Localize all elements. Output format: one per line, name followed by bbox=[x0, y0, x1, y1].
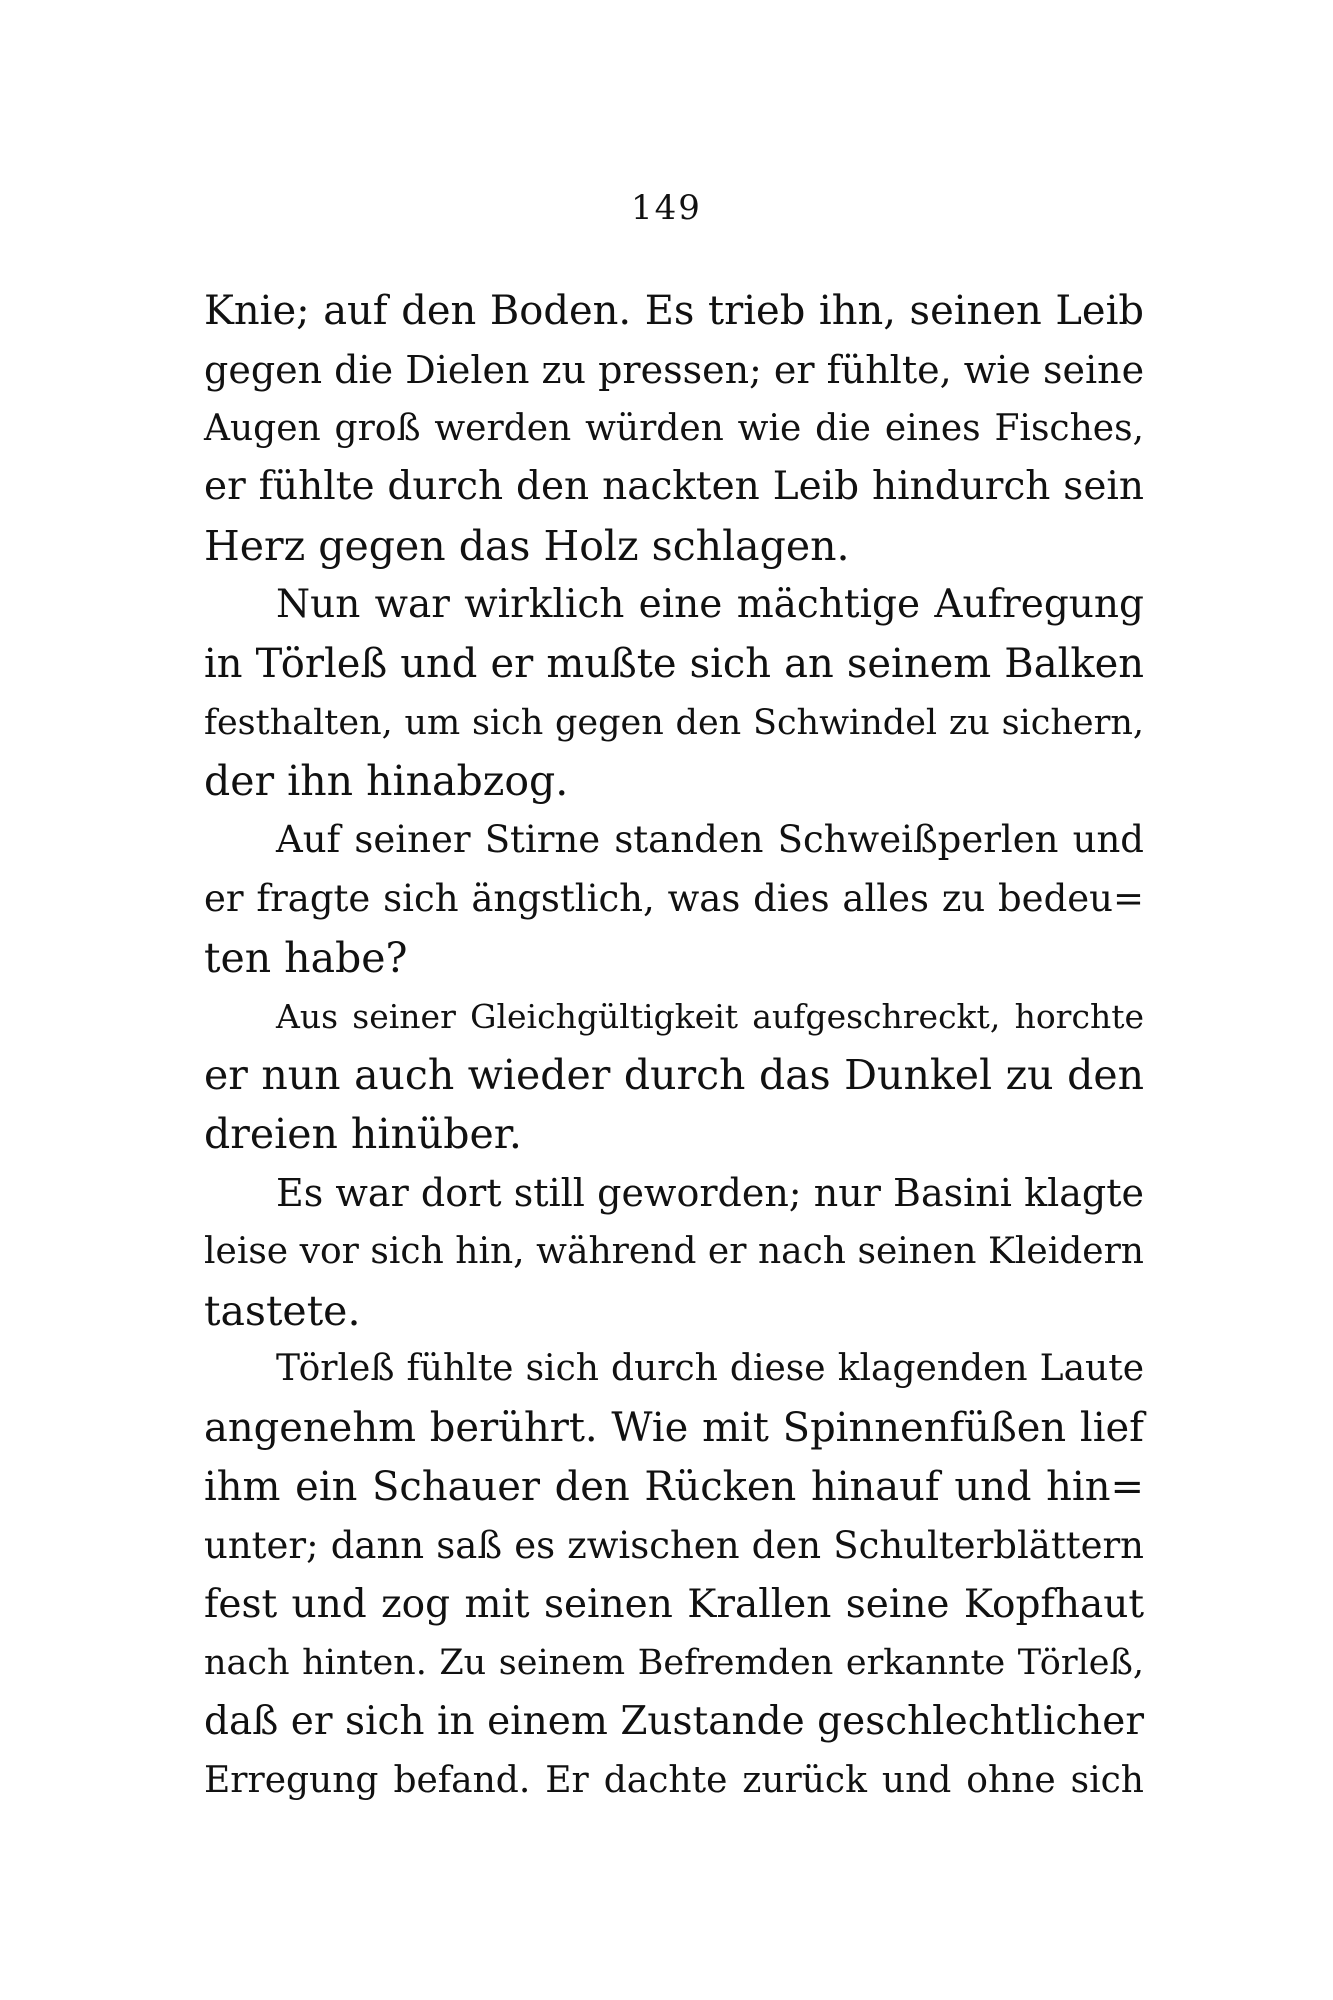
text-line: daß er sich in einem Zustande geschlechtlicher bbox=[204, 1699, 1144, 1745]
text-line: der ihn hinabzog. bbox=[204, 757, 569, 806]
page-number: 149 bbox=[631, 188, 702, 228]
text-line: Erregung befand. Er dachte zurück und ohne sich bbox=[204, 1759, 1144, 1801]
text-line: er fühlte durch den nackten Leib hindurch sein bbox=[204, 464, 1144, 510]
text-line: Knie; auf den Boden. Es trieb ihn, seinen Leib bbox=[204, 288, 1144, 334]
text-line: Auf seiner Stirne standen Schweißperlen und bbox=[276, 818, 1144, 862]
text-line: ten habe? bbox=[204, 933, 408, 982]
text-line: Törleß fühlte sich durch diese klagenden Laute bbox=[276, 1348, 1144, 1390]
text-line: leise vor sich hin, während er nach seinen Kleidern bbox=[204, 1230, 1144, 1272]
text-line: Herz gegen das Holz schlagen. bbox=[204, 522, 850, 571]
text-line: in Törleß und er mußte sich an seinem Balken bbox=[204, 640, 1144, 687]
text-line: gegen die Dielen zu pressen; er fühlte, wie seine bbox=[204, 347, 1145, 392]
text-line: dreien hinüber. bbox=[204, 1110, 522, 1159]
text-line: Es war dort still geworden; nur Basini klagte bbox=[276, 1170, 1144, 1215]
text-line: nach hinten. Zu seinem Befremden erkannte Törleß, bbox=[204, 1643, 1144, 1684]
text-line: ihm ein Schauer den Rücken hinauf und hin= bbox=[204, 1463, 1144, 1510]
text-line: fest und zog mit seinen Krallen seine Kopfhaut bbox=[204, 1581, 1144, 1627]
text-line: unter; dann saß es zwischen den Schulterblättern bbox=[204, 1523, 1144, 1567]
body-text bbox=[204, 282, 1144, 1811]
text-line: Nun war wirklich eine mächtige Aufregung bbox=[276, 581, 1144, 627]
text-line: Augen groß werden würden wie die eines Fisches, bbox=[204, 407, 1144, 449]
text-line: Aus seiner Gleichgültigkeit aufgeschreckt, horchte bbox=[276, 996, 1144, 1036]
text-line: er fragte sich ängstlich, was dies alles zu bedeu= bbox=[204, 876, 1144, 920]
text-line: er nun auch wieder durch das Dunkel zu den bbox=[204, 1051, 1144, 1100]
text-line: festhalten, um sich gegen den Schwindel zu sichern, bbox=[204, 702, 1144, 743]
text-line: tastete. bbox=[204, 1286, 361, 1335]
text-line: angenehm berührt. Wie mit Spinnenfüßen lief bbox=[204, 1405, 1144, 1452]
